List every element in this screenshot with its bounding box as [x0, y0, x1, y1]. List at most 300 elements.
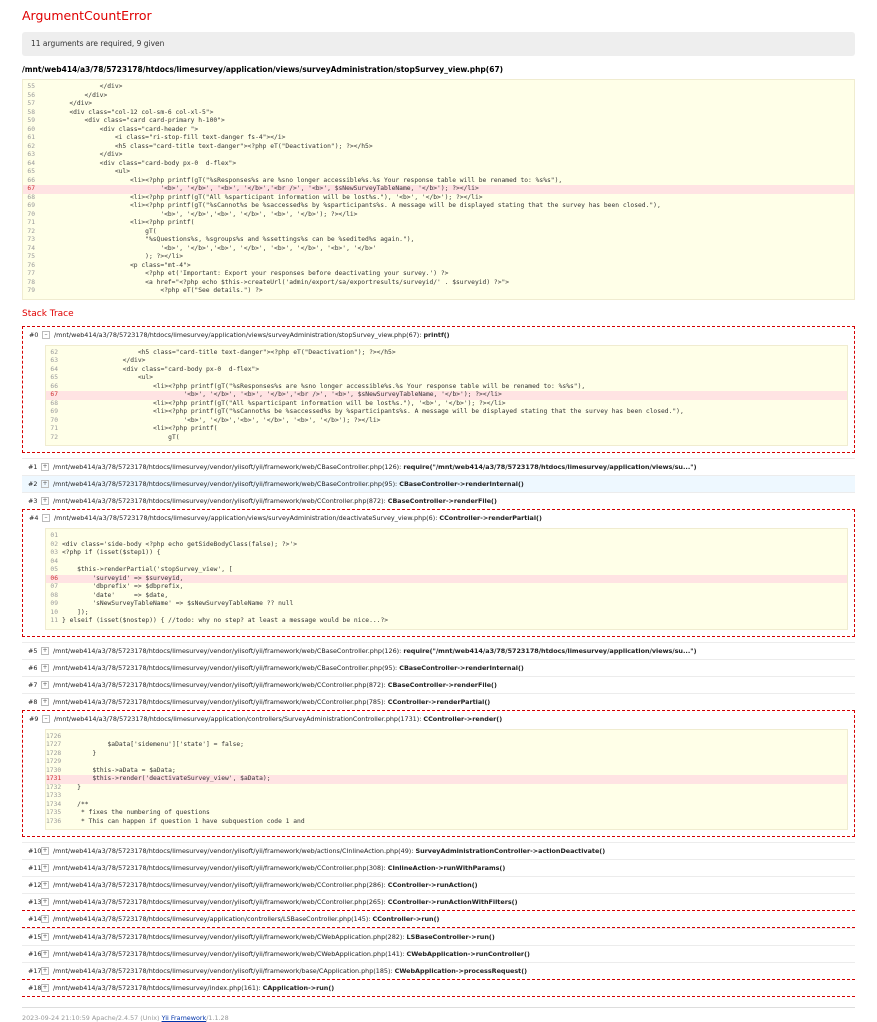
line-text: <div class="card card-primary h-100"> [39, 117, 225, 124]
line-number: 69 [27, 202, 35, 209]
frame-call: CController->runActionWithFilters() [387, 898, 518, 906]
line-text: gT( [62, 433, 180, 441]
frame-source-code [45, 729, 848, 831]
frame-number: #6 [28, 663, 38, 672]
stack-frame-header[interactable] [23, 510, 854, 526]
frame-call: CBaseController->renderInternal() [399, 480, 524, 488]
code-line [46, 541, 847, 550]
stack-frame-header[interactable] [22, 493, 855, 509]
code-line [23, 245, 854, 254]
code-line [23, 279, 854, 288]
code-line [46, 532, 847, 541]
frame-call: CApplication->run() [262, 984, 335, 992]
frame-file: /mnt/web414/a3/78/5723178/htdocs/limesurvey/vendor/yiisoft/yii/framework/web/CController.php(872): [53, 497, 388, 505]
code-line [23, 160, 854, 169]
frame-number: #1 [28, 463, 38, 471]
frame-file: /mnt/web414/a3/78/5723178/htdocs/limesurvey/vendor/yiisoft/yii/framework/web/CWebApplication.php(141): [53, 950, 407, 958]
line-number: 62 [27, 142, 35, 150]
line-text: /** [62, 800, 89, 808]
line-number: 68 [27, 193, 35, 201]
code-line [46, 400, 847, 409]
expand-toggle-icon[interactable]: + [42, 497, 48, 504]
frame-path [53, 698, 490, 706]
frame-path [53, 847, 605, 855]
frame-number: #16 [28, 950, 42, 958]
line-text: <h5 class="card-title text-danger"><?php eT("Deactivation"); ?></h5> [62, 348, 396, 356]
stack-frame-header[interactable] [22, 843, 855, 859]
stack-frame-header[interactable] [22, 660, 855, 676]
stack-frame[interactable] [22, 859, 855, 876]
line-text: <a href="<?php echo $this->createUrl('admin/export/sa/exportresults/surveyid/' . $surveyid) ?>"> [39, 278, 510, 286]
line-text: * This can happen if question 1 have subquestion code 1 and [62, 817, 305, 825]
code-line [46, 750, 847, 759]
code-line [46, 801, 847, 810]
expand-toggle-icon[interactable]: + [42, 898, 48, 905]
frame-call: CInlineAction->runWithParams() [387, 864, 506, 872]
line-number: 1730 [46, 766, 62, 774]
code-line [46, 366, 847, 375]
frame-path [53, 864, 505, 872]
code-line [46, 733, 847, 742]
line-text: '<b>', '</b>','<b>', '</b>', '<b>', '</b>'); ?></li> [39, 210, 358, 218]
frame-file: /mnt/web414/a3/78/5723178/htdocs/limesurvey/vendor/yiisoft/yii/framework/web/CController.php(286): [53, 881, 388, 889]
stack-frame-header[interactable] [22, 459, 855, 475]
stack-frame-header[interactable] [22, 877, 855, 893]
collapse-toggle-icon[interactable]: – [42, 715, 50, 723]
line-number: 77 [27, 270, 35, 277]
frame-number: #4 [29, 514, 39, 522]
line-text: <div class="card-body px-0 d-flex"> [39, 159, 237, 167]
line-number: 65 [27, 168, 35, 175]
stack-trace-list [22, 326, 855, 998]
code-line-error [46, 575, 847, 584]
source-code-block [22, 79, 855, 300]
code-line [23, 92, 854, 101]
stack-frame-header[interactable] [22, 894, 855, 910]
line-number: 08 [50, 591, 58, 599]
frame-number: #3 [28, 497, 38, 505]
line-text: '<b>', '</b>', '<b>', '</b>','<br />', '<b>', $sNewSurveyTableName, '</b>'); ?></li> [62, 391, 502, 398]
line-text [62, 733, 847, 742]
line-number: 58 [27, 108, 35, 116]
frame-file: /mnt/web414/a3/78/5723178/htdocs/limesurvey/application/views/surveyAdministration/deactivateSurvey_view.php(6): [54, 514, 440, 522]
line-text: gT( [39, 227, 157, 235]
stack-frame[interactable] [22, 458, 855, 475]
error-file-path: /mnt/web414/a3/78/5723178/htdocs/limesurvey/application/views/surveyAdministration/stopSurvey_view.php(67) [22, 65, 504, 74]
error-message: 11 arguments are required, 9 given [22, 32, 855, 56]
stack-frame[interactable] [22, 710, 855, 838]
code-line [23, 194, 854, 203]
line-text: </div> [62, 357, 146, 364]
code-line [46, 600, 847, 609]
frame-file: /mnt/web414/a3/78/5723178/htdocs/limesurvey/vendor/yiisoft/yii/framework/web/CBaseController.php(126): [53, 463, 404, 471]
line-number: 66 [27, 176, 35, 184]
line-text: <li><?php printf( [39, 219, 195, 226]
line-number: 62 [50, 348, 58, 356]
code-line-error [46, 775, 847, 784]
line-number: 1729 [46, 758, 62, 765]
line-text: } [62, 749, 97, 757]
frame-number: #17 [28, 967, 42, 975]
frame-call: CBaseController->renderInternal() [399, 663, 524, 672]
stack-frame-header[interactable] [22, 929, 855, 945]
line-text: <div class="col-12 col-sm-6 col-xl-5"> [39, 108, 214, 116]
line-text: <p class="mt-4"> [39, 261, 191, 269]
frame-path [53, 647, 697, 655]
frame-call: CController->render() [423, 714, 503, 723]
frame-file: /mnt/web414/a3/78/5723178/htdocs/limesurvey/vendor/yiisoft/yii/framework/web/CBaseController.php(95): [53, 480, 400, 488]
line-number: 63 [27, 151, 35, 158]
code-line [23, 168, 854, 177]
stack-frame[interactable] [22, 676, 855, 693]
stack-frame[interactable] [22, 893, 855, 910]
stack-frame[interactable] [22, 842, 855, 859]
line-text: </div> [39, 100, 93, 107]
collapse-toggle-icon[interactable]: – [42, 331, 50, 339]
line-number: 64 [50, 365, 58, 373]
line-text: </div> [39, 83, 123, 90]
line-number: 1728 [46, 749, 62, 757]
frame-file: /mnt/web414/a3/78/5723178/htdocs/limesurvey/vendor/yiisoft/yii/framework/web/CWebApplication.php(282): [53, 933, 407, 941]
line-text: $aData['sidemenu']['state'] = false; [62, 741, 244, 748]
code-line [46, 566, 847, 575]
stack-frame-header[interactable] [22, 694, 855, 710]
stack-frame-header[interactable] [22, 980, 855, 996]
frame-number: #9 [29, 714, 39, 723]
line-text: "%sQuestions%s, %sgroups%s and %ssettings%s can be %sedited%s again."), [39, 236, 415, 243]
line-text: <div class="card-body px-0 d-flex"> [62, 365, 260, 373]
expand-toggle-icon[interactable]: + [42, 864, 48, 871]
frame-path [53, 497, 497, 505]
code-line [23, 143, 854, 152]
stack-frame[interactable] [22, 928, 855, 945]
frame-file: /mnt/web414/a3/78/5723178/htdocs/limesurvey/vendor/yiisoft/yii/framework/web/CController.php(872): [53, 680, 388, 689]
line-text: ]); [62, 608, 89, 616]
line-number: 1732 [46, 783, 62, 791]
line-number: 04 [50, 557, 58, 565]
code-line [46, 549, 847, 558]
stack-frame[interactable] [22, 945, 855, 962]
frame-call: CController->run() [372, 915, 440, 923]
line-number: 72 [50, 433, 58, 441]
line-number: 61 [27, 134, 35, 141]
line-text: <li><?php printf(gT("All %sparticipant information will be lost%s."), '<b>', '</b>'); ?></li> [39, 193, 483, 201]
code-line [23, 287, 854, 296]
line-text: <li><?php printf(gT("%sResponses%s are %sno longer accessible%s.%s Your response table will be renamed to: %s%s"), [39, 176, 563, 184]
line-number: 07 [50, 583, 58, 590]
expand-toggle-icon[interactable]: + [42, 463, 48, 470]
error-title: ArgumentCountError [22, 8, 152, 23]
line-number: 79 [27, 287, 35, 294]
line-number: 56 [27, 91, 35, 99]
line-text: 'dbprefix' => $dbprefix, [62, 583, 184, 590]
line-text [62, 758, 847, 767]
line-number: 1734 [46, 800, 62, 808]
frame-source-code [45, 528, 848, 630]
line-number: 02 [50, 540, 58, 548]
frame-call: printf() [423, 330, 450, 339]
frame-path [53, 967, 527, 975]
frame-path [53, 681, 497, 689]
line-text [62, 792, 847, 801]
stack-frame[interactable] [22, 509, 855, 637]
code-line [46, 583, 847, 592]
expand-toggle-icon[interactable]: + [42, 697, 48, 705]
frame-number: #13 [28, 898, 42, 906]
code-line [46, 357, 847, 366]
line-number: 70 [27, 210, 35, 218]
line-number: 03 [50, 549, 58, 556]
line-text: <?php if (isset($step1)) { [62, 549, 161, 556]
expand-toggle-icon[interactable]: + [42, 950, 48, 957]
line-number: 75 [27, 253, 35, 260]
code-line [46, 383, 847, 392]
line-text: $this->renderPartial('stopSurvey_view', [ [62, 566, 233, 573]
code-line [23, 262, 854, 271]
line-number: 66 [50, 382, 58, 390]
stack-frame[interactable] [22, 659, 855, 676]
stack-frame[interactable] [22, 910, 855, 928]
frame-call: CController->runAction() [387, 881, 478, 889]
code-line [46, 408, 847, 417]
code-line-error [23, 185, 854, 194]
footer-version: /1.1.28 [206, 1014, 229, 1022]
stack-frame[interactable] [22, 979, 855, 997]
frame-file: /mnt/web414/a3/78/5723178/htdocs/limesurvey/application/views/surveyAdministration/stopSurvey_view.php(67): [54, 330, 424, 339]
frame-path [53, 898, 518, 906]
frame-call: CWebApplication->processRequest() [394, 967, 528, 975]
expand-toggle-icon[interactable]: + [42, 915, 48, 922]
line-text: } [62, 783, 81, 791]
expand-toggle-icon[interactable]: + [42, 847, 48, 854]
line-number: 11 [50, 617, 58, 624]
line-text: </div> [39, 151, 123, 158]
stack-frame[interactable] [22, 492, 855, 509]
line-text: </div> [39, 91, 108, 99]
line-text: <div class='side-body <?php echo getSideBodyClass(false); ?>'> [62, 540, 298, 548]
frame-path [53, 881, 478, 889]
line-text [62, 532, 847, 541]
line-text: '<b>', '</b>','<b>', '</b>', '<b>', '</b>', '<b>', '</b>' [39, 244, 377, 252]
line-text: $this->render('deactivateSurvey_view', $aData); [62, 775, 271, 782]
line-text: <ul> [39, 168, 130, 175]
frame-number: #12 [28, 881, 42, 889]
code-line [46, 592, 847, 601]
code-line [46, 741, 847, 750]
code-line [46, 374, 847, 383]
frame-file: /mnt/web414/a3/78/5723178/htdocs/limesurvey/vendor/yiisoft/yii/framework/web/CController.php(308): [53, 864, 388, 872]
line-number: 73 [27, 236, 35, 243]
frame-call: CController->renderPartial() [387, 697, 491, 706]
stack-frame[interactable] [22, 962, 855, 979]
expand-toggle-icon[interactable]: + [42, 680, 48, 688]
line-number: 76 [27, 261, 35, 269]
line-number: 65 [50, 374, 58, 381]
line-text: <?php eT("See details.") ?> [39, 287, 263, 294]
stack-frame-header[interactable] [22, 476, 855, 492]
code-line [46, 784, 847, 793]
frame-number: #15 [28, 933, 42, 941]
code-line [23, 236, 854, 245]
frame-number: #18 [28, 984, 42, 992]
line-text: <li><?php printf(gT("All %sparticipant information will be lost%s."), '<b>', '</b>'); ?></li> [62, 399, 506, 407]
frame-path [53, 950, 530, 958]
frame-file: /mnt/web414/a3/78/5723178/htdocs/limesurvey/vendor/yiisoft/yii/framework/web/actions/CInlineAction.php(49): [53, 847, 416, 855]
code-line [23, 211, 854, 220]
frame-path [53, 664, 524, 672]
expand-toggle-icon[interactable]: + [42, 663, 48, 671]
frame-path [53, 984, 334, 992]
line-text: <li><?php printf(gT("%sResponses%s are %sno longer accessible%s.%s Your response table will be renamed to: %s%s"), [62, 382, 586, 390]
line-text: } elseif (isset($nostep)) { //todo: why no step? at least a message would be nice...?> [62, 617, 389, 624]
code-line [46, 434, 847, 443]
line-text: * fixes the numbering of questions [62, 809, 210, 816]
code-line [23, 109, 854, 118]
expand-toggle-icon[interactable]: + [42, 984, 48, 991]
frame-file: /mnt/web414/a3/78/5723178/htdocs/limesurvey/application/controllers/LSBaseController.php(145): [53, 915, 373, 923]
frame-number: #10 [28, 847, 42, 855]
frame-path [53, 915, 439, 923]
line-number: 74 [27, 244, 35, 252]
expand-toggle-icon[interactable]: + [42, 933, 48, 940]
code-line [46, 417, 847, 426]
line-number: 1727 [46, 741, 62, 748]
line-text: <li><?php printf(gT("%sCannot%s be %saccessed%s by %sparticipants%s. A message will be displayed stating that the survey has been closed."), [62, 408, 684, 415]
line-number: 1736 [46, 817, 62, 825]
line-number: 1733 [46, 792, 62, 799]
line-text [62, 558, 847, 567]
line-number: 57 [27, 100, 35, 107]
line-text: 'surveyid' => $surveyid, [62, 574, 184, 582]
frame-call: require("/mnt/web414/a3/78/5723178/htdocs/limesurvey/application/views/su...") [403, 463, 697, 471]
stack-frame-header[interactable] [22, 946, 855, 962]
code-line [46, 349, 847, 358]
line-text: $this->aData = $aData; [62, 766, 176, 774]
line-number: 06 [50, 574, 58, 582]
frame-path [53, 480, 524, 488]
code-line [46, 758, 847, 767]
stack-frame-header[interactable] [22, 677, 855, 693]
frame-path [54, 715, 502, 723]
frame-call: LSBaseController->run() [406, 933, 495, 941]
stack-frame-header[interactable] [22, 911, 855, 927]
line-number: 59 [27, 117, 35, 124]
stack-trace-title: Stack Trace [22, 308, 74, 319]
line-text: <li><?php printf( [62, 425, 218, 432]
line-text: 'date' => $date, [62, 591, 169, 599]
expand-toggle-icon[interactable]: + [42, 480, 48, 487]
stack-frame[interactable] [22, 326, 855, 454]
yii-framework-link[interactable]: Yii Framework [161, 1014, 207, 1022]
line-number: 1735 [46, 809, 62, 816]
line-text: ); ?></li> [39, 253, 184, 260]
line-number: 64 [27, 159, 35, 167]
code-line [46, 425, 847, 434]
frame-path [53, 463, 697, 471]
frame-file: /mnt/web414/a3/78/5723178/htdocs/limesurvey/vendor/yiisoft/yii/framework/web/CBaseController.php(95): [53, 663, 400, 672]
frame-call: require("/mnt/web414/a3/78/5723178/htdocs/limesurvey/application/views/su...") [403, 646, 697, 655]
line-text: <ul> [62, 374, 153, 381]
frame-number: #8 [28, 697, 38, 706]
expand-toggle-icon[interactable]: + [42, 646, 48, 654]
line-number: 1726 [46, 732, 62, 740]
line-text: 'sNewSurveyTableName' => $sNewSurveyTableName ?? null [62, 600, 294, 607]
expand-toggle-icon[interactable]: + [42, 967, 48, 974]
frame-call: CWebApplication->runController() [406, 950, 530, 958]
expand-toggle-icon[interactable]: + [42, 881, 48, 888]
code-line [46, 609, 847, 618]
code-line [46, 767, 847, 776]
code-line [23, 202, 854, 211]
line-number: 01 [50, 532, 58, 539]
code-line [46, 558, 847, 567]
code-line [46, 617, 847, 626]
code-line [23, 83, 854, 92]
line-number: 69 [50, 408, 58, 415]
frame-path [54, 514, 542, 522]
line-number: 1731 [46, 775, 62, 782]
frame-number: #11 [28, 864, 42, 872]
line-number: 70 [50, 416, 58, 424]
collapse-toggle-icon[interactable]: – [42, 514, 50, 522]
code-line [23, 228, 854, 237]
stack-frame[interactable] [22, 475, 855, 492]
frame-call: CController->renderPartial() [439, 514, 542, 522]
stack-frame-header[interactable] [23, 327, 854, 343]
stack-frame[interactable] [22, 876, 855, 893]
line-text: '<b>', '</b>','<b>', '</b>', '<b>', '</b>'); ?></li> [62, 416, 381, 424]
line-number: 67 [50, 391, 58, 398]
line-number: 10 [50, 608, 58, 616]
line-number: 63 [50, 357, 58, 364]
frame-path [53, 933, 495, 941]
frame-file: /mnt/web414/a3/78/5723178/htdocs/limesurvey/application/controllers/SurveyAdministrationController.php(1731): [54, 714, 424, 723]
frame-file: /mnt/web414/a3/78/5723178/htdocs/limesurvey/vendor/yiisoft/yii/framework/web/CController.php(785): [53, 697, 388, 706]
frame-call: SurveyAdministrationController->actionDeactivate() [415, 847, 606, 855]
line-number: 60 [27, 125, 35, 133]
line-number: 68 [50, 399, 58, 407]
line-number: 05 [50, 566, 58, 573]
code-line [23, 177, 854, 186]
code-line [46, 792, 847, 801]
code-line [23, 151, 854, 160]
frame-file: /mnt/web414/a3/78/5723178/htdocs/limesurvey/index.php(161): [53, 984, 263, 992]
line-text: <i class="ri-stop-fill text-danger fs-4"></i> [39, 134, 286, 141]
line-text: <li><?php printf(gT("%sCannot%s be %saccessed%s by %sparticipants%s. A message will be displayed stating that the survey has been closed."), [39, 202, 661, 209]
code-line-error [46, 391, 847, 400]
frame-number: #2 [28, 480, 38, 488]
line-text: <?php et('Important: Export your responses before deactivating your survey.') ?> [39, 270, 449, 277]
code-line [23, 117, 854, 126]
stack-frame-header[interactable] [22, 963, 855, 979]
line-text: '<b>', '</b>', '<b>', '</b>','<br />', '<b>', $sNewSurveyTableName, '</b>'); ?></li> [39, 185, 479, 192]
line-number: 55 [27, 83, 35, 90]
stack-frame-header[interactable] [22, 860, 855, 876]
code-line [46, 818, 847, 827]
code-line [23, 100, 854, 109]
stack-frame[interactable] [22, 693, 855, 710]
stack-frame[interactable] [22, 642, 855, 659]
frame-number: #5 [28, 646, 38, 655]
code-line [23, 134, 854, 143]
frame-path [54, 331, 450, 339]
stack-frame-header[interactable] [23, 711, 854, 727]
footer-timestamp-server: 2023-09-24 21:10:59 Apache/2.4.57 (Unix) [22, 1014, 162, 1022]
line-number: 09 [50, 600, 58, 607]
frame-number: #0 [29, 330, 39, 339]
line-number: 71 [27, 219, 35, 226]
stack-frame-header[interactable] [22, 643, 855, 659]
